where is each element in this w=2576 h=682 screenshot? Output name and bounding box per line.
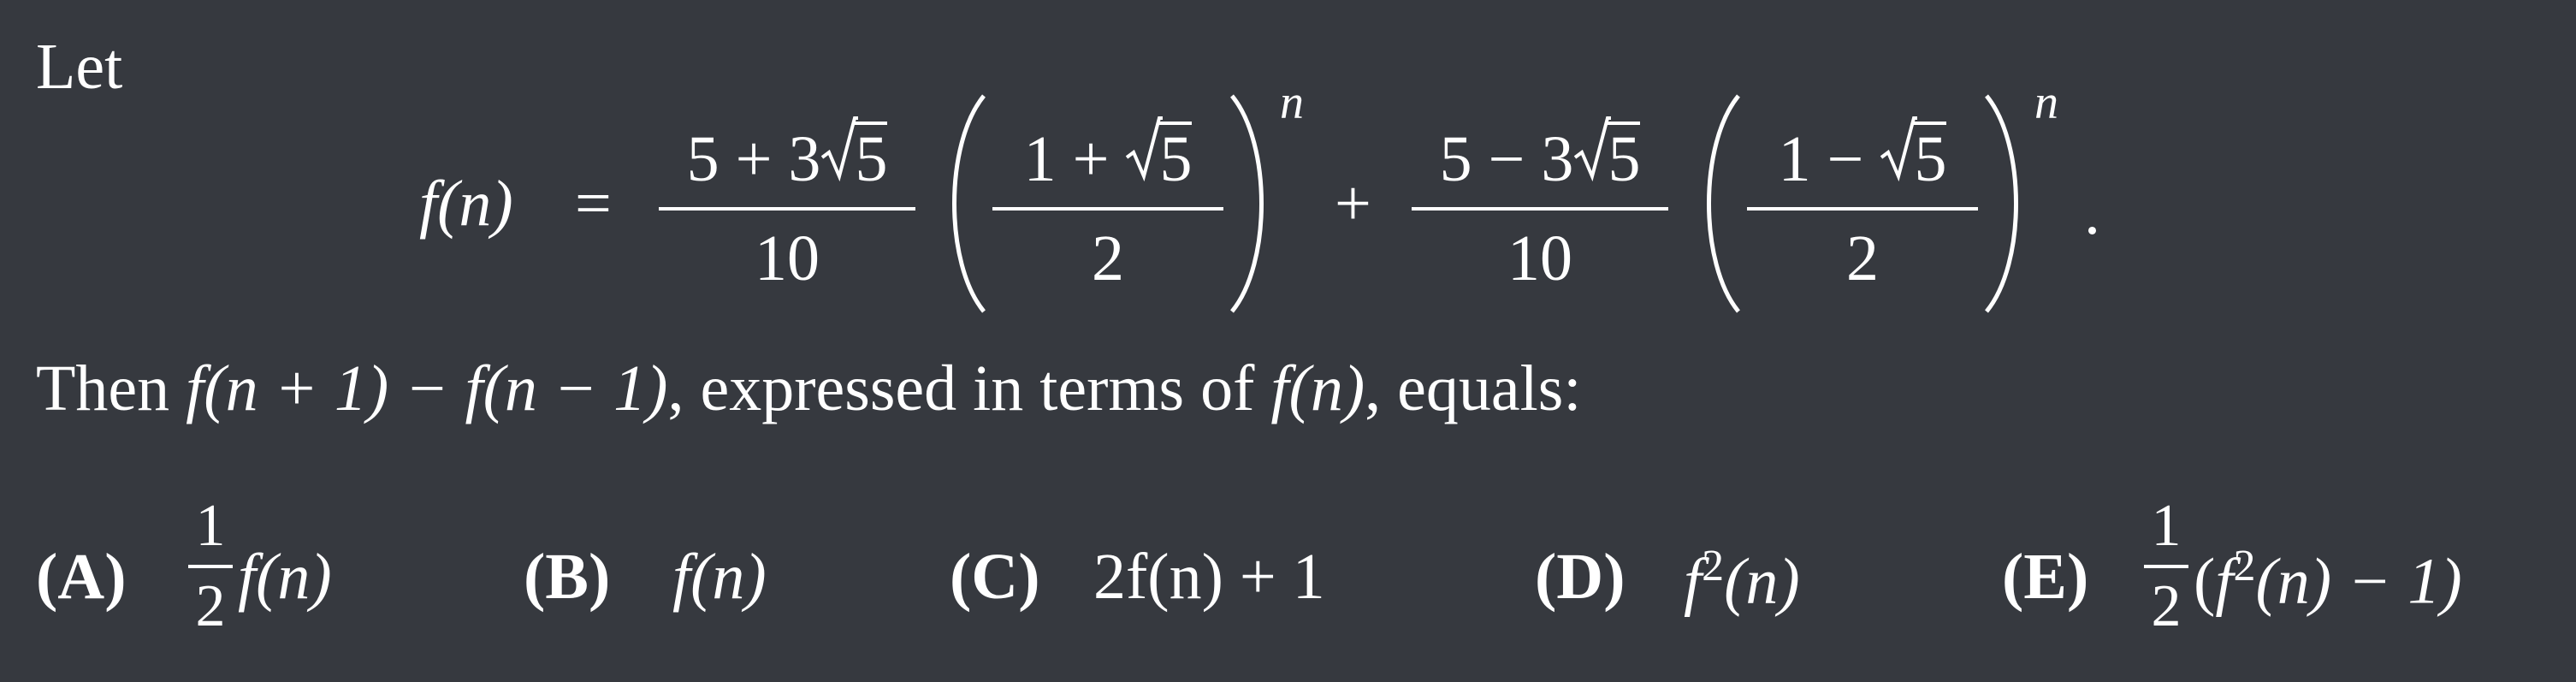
- choice-a-frac-bar: [188, 565, 233, 568]
- fraction-3: [1412, 122, 1668, 294]
- fraction-3-numerator: 5 − 3 5: [1412, 122, 1668, 192]
- choice-a-frac-num: 1: [195, 493, 226, 559]
- fraction-1-denominator: 10: [755, 222, 820, 294]
- choice-e-expression: [2194, 542, 2462, 618]
- exponent-2: n: [2034, 76, 2058, 129]
- choice-d-label[interactable]: (D): [1535, 541, 1626, 613]
- question-then: Then: [36, 353, 187, 424]
- intro-text: Let: [36, 31, 123, 103]
- right-paren-1-icon: [1227, 92, 1275, 315]
- question-text: [36, 353, 1582, 424]
- choice-e-label[interactable]: (E): [2002, 541, 2089, 613]
- choice-a-fraction: [188, 493, 233, 639]
- choice-c-label[interactable]: (C): [950, 541, 1040, 613]
- exponent-1: n: [1280, 76, 1304, 129]
- choice-e-frac-den: 2: [2151, 573, 2182, 639]
- choice-e-frac-bar: [2144, 565, 2188, 568]
- fraction-2-denominator: 2: [1092, 222, 1124, 294]
- choice-b-expression: f(n): [672, 541, 767, 613]
- sqrt-2: 5: [1125, 122, 1192, 192]
- fraction-4-numerator: 1 − 5: [1747, 122, 1978, 192]
- choice-e-sup: 2: [2233, 542, 2256, 590]
- radical-sign-icon: [1125, 116, 1163, 185]
- fraction-3-bar: [1412, 207, 1668, 211]
- choice-d-expression: [1684, 542, 1800, 618]
- radical-sign-icon: [820, 116, 858, 185]
- formula-lhs-arg: (n): [437, 168, 513, 240]
- fraction-1-numerator: 5 + 3 5: [659, 122, 915, 192]
- fraction-4-bar: [1747, 207, 1978, 211]
- question-expression: f(n + 1) − f(n − 1): [186, 353, 668, 424]
- fraction-1: [659, 122, 915, 294]
- question-fn: f(n): [1270, 353, 1365, 424]
- formula-lhs: [419, 168, 513, 240]
- left-paren-2-icon: [1696, 92, 1744, 315]
- question-middle: , expressed in terms of: [667, 353, 1271, 424]
- choice-e-fraction: [2144, 493, 2188, 639]
- choice-a-label[interactable]: (A): [36, 541, 127, 613]
- fraction-2: [992, 122, 1223, 294]
- formula-plus: +: [1335, 168, 1371, 240]
- fraction-2-bar: [992, 207, 1223, 211]
- choice-c-expression: 2f(n) + 1: [1093, 541, 1325, 613]
- fraction-4: [1747, 122, 1978, 294]
- fraction-1-bar: [659, 207, 915, 211]
- formula-period: .: [2084, 176, 2100, 248]
- choice-a-expression: f(n): [238, 541, 332, 613]
- right-paren-2-icon: [1981, 92, 2029, 315]
- choice-d-arg: (n): [1724, 545, 1800, 618]
- fraction-4-denominator: 2: [1846, 222, 1879, 294]
- choice-d-f: f: [1684, 545, 1703, 618]
- formula-lhs-f: f: [419, 168, 438, 240]
- sqrt-1: 5: [820, 122, 887, 192]
- sqrt-4: 5: [1880, 122, 1946, 192]
- formula-equals: =: [575, 168, 612, 240]
- radical-sign-icon: [1880, 116, 1917, 185]
- left-paren-1-icon: [941, 92, 989, 315]
- question-tail: , equals:: [1365, 353, 1582, 424]
- choice-d-sup: 2: [1702, 542, 1725, 590]
- choice-e-f: f: [2215, 545, 2234, 618]
- sqrt-3: 5: [1573, 122, 1640, 192]
- choice-e-frac-num: 1: [2151, 493, 2182, 559]
- choice-b-label[interactable]: (B): [524, 541, 611, 613]
- choice-e-open: (: [2194, 545, 2216, 618]
- choice-e-rest: (n) − 1): [2255, 545, 2462, 618]
- radical-sign-icon: [1573, 116, 1611, 185]
- choice-a-frac-den: 2: [195, 573, 226, 639]
- fraction-2-numerator: 1 + 5: [992, 122, 1223, 192]
- fraction-3-denominator: 10: [1507, 222, 1572, 294]
